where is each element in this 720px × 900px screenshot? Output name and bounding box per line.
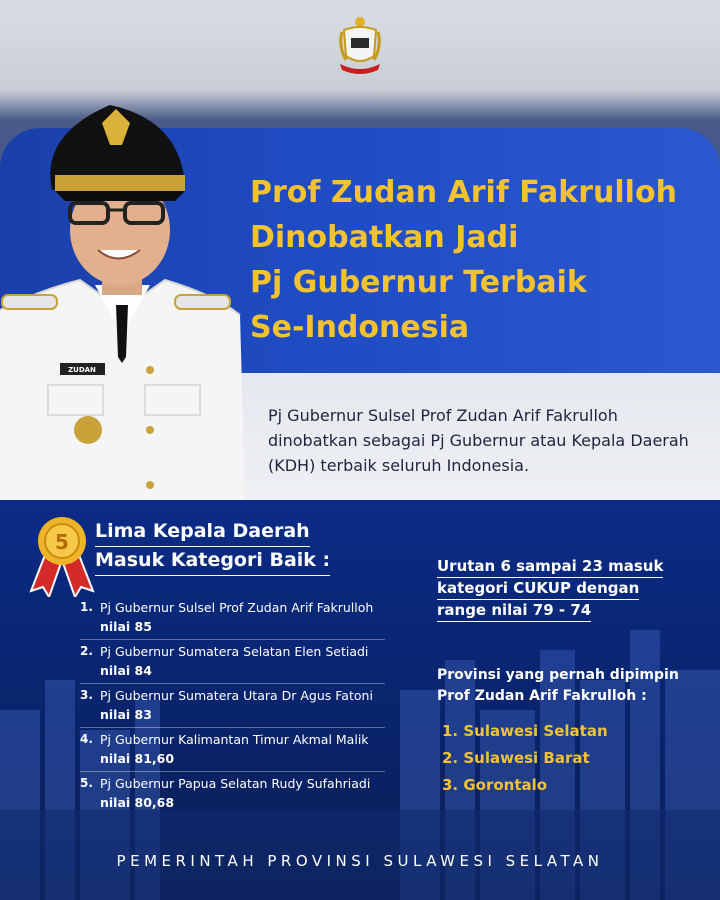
headline-line: Prof Zudan Arif Fakrulloh	[250, 175, 677, 210]
medal-number: 5	[55, 530, 69, 554]
rank-score: nilai 85	[100, 619, 152, 634]
rank-score: nilai 81,60	[100, 751, 175, 766]
cukup-line: kategori CUKUP dengan	[437, 578, 639, 600]
rank-name: Pj Gubernur Sumatera Selatan Elen Setiadi	[100, 644, 369, 659]
ranking-item	[80, 728, 385, 772]
rank-name: Pj Gubernur Sumatera Utara Dr Agus Fatoni	[100, 688, 373, 703]
province-emblem-logo	[338, 14, 382, 78]
name-tag: ZUDAN	[68, 366, 96, 374]
footer-text: PEMERINTAH PROVINSI SULAWESI SELATAN	[116, 852, 604, 870]
rank-name: Pj Gubernur Papua Selatan Rudy Sufahriadi	[100, 776, 371, 791]
ranking-item	[80, 596, 385, 640]
rank-number: 5.	[80, 776, 93, 790]
provinces-heading	[437, 665, 707, 707]
ranking-item	[80, 684, 385, 728]
rank-name: Pj Gubernur Sulsel Prof Zudan Arif Fakrulloh	[100, 600, 374, 615]
rank-number: 3.	[80, 688, 93, 702]
intro-text: Pj Gubernur Sulsel Prof Zudan Arif Fakrulloh dinobatkan sebagai Pj Gubernur atau Kepala Daerah (KDH) terbaik seluruh Indonesia.	[268, 406, 689, 475]
cukup-line: range nilai 79 - 74	[437, 600, 591, 622]
governor-portrait	[0, 95, 245, 500]
rank-score: nilai 80,68	[100, 795, 175, 810]
headline-line: Se-Indonesia	[250, 310, 470, 345]
headline-line: Pj Gubernur Terbaik	[250, 265, 587, 300]
headline-title	[250, 170, 710, 350]
headline-line: Dinobatkan Jadi	[250, 220, 519, 255]
rank-number: 1.	[80, 600, 93, 614]
good-category-heading	[95, 518, 355, 576]
rank-medal-icon	[27, 515, 97, 597]
rank-number: 2.	[80, 644, 93, 658]
heading-line: Lima Kepala Daerah	[95, 518, 310, 547]
rank-score: nilai 83	[100, 707, 152, 722]
rank-name: Pj Gubernur Kalimantan Timur Akmal Malik	[100, 732, 369, 747]
province-item: 3. Gorontalo	[442, 776, 548, 794]
province-item: 2. Sulawesi Barat	[442, 749, 590, 767]
rank-number: 4.	[80, 732, 93, 746]
provinces-heading-line: Prof Zudan Arif Fakrulloh :	[437, 688, 647, 704]
ranking-item	[80, 640, 385, 684]
ranking-list	[80, 596, 385, 815]
ranking-item	[80, 772, 385, 815]
rank-score: nilai 84	[100, 663, 152, 678]
provinces-heading-line: Provinsi yang pernah dipimpin	[437, 667, 679, 683]
provinces-list	[442, 718, 608, 799]
cukup-line: Urutan 6 sampai 23 masuk	[437, 556, 663, 578]
sufficient-category-note	[437, 556, 707, 622]
heading-line: Masuk Kategori Baik :	[95, 547, 330, 576]
province-item: 1. Sulawesi Selatan	[442, 722, 608, 740]
